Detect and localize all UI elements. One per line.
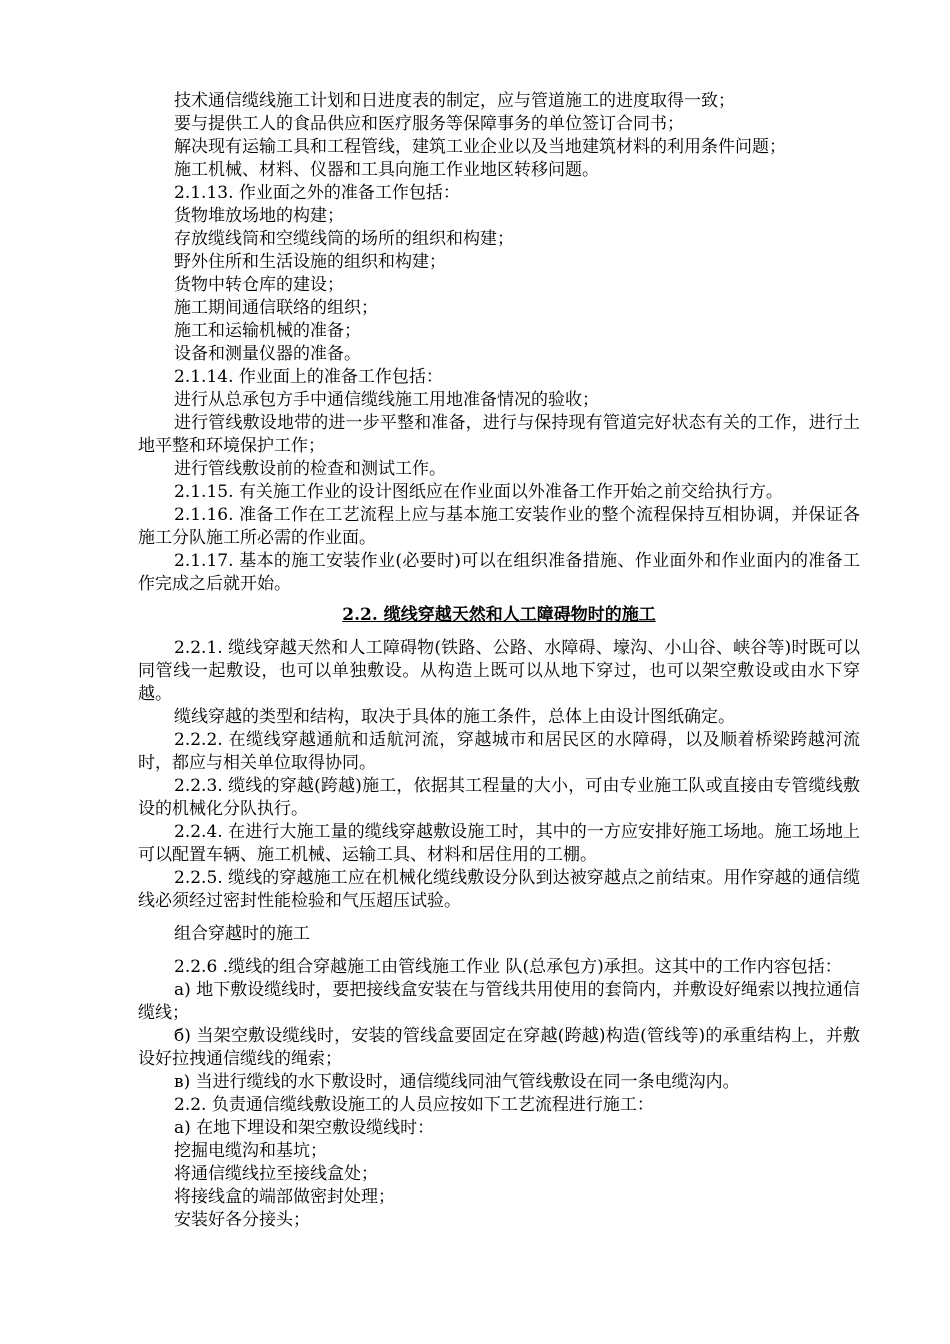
paragraph: 2.1.16. 准备工作在工艺流程上应与基本施工安装作业的整个流程保持互相协调，并保证各施工分队施工所必需的作业面。 <box>138 505 860 548</box>
paragraph: 施工机械、材料、仪器和工具向施工作业地区转移问题。 <box>174 160 599 180</box>
paragraph: 将接线盒的端部做密封处理； <box>174 1187 395 1207</box>
paragraph: 2.2.5. 缆线的穿越施工应在机械化缆线敷设分队到达被穿越点之前结束。用作穿越的通信缆线必须经过密封性能检验和气压超压试验。 <box>138 868 860 911</box>
paragraph: 2.1.15. 有关施工作业的设计图纸应在作业面以外准备工作开始之前交给执行方。 <box>174 482 783 502</box>
paragraph: а) 在地下埋设和架空敷设缆线时： <box>174 1118 435 1138</box>
paragraph: 2.2.3. 缆线的穿越(跨越)施工，依据其工程量的大小，可由专业施工队或直接由专管缆线敷设的机械化分队执行。 <box>138 776 860 819</box>
paragraph: 2.2.4. 在进行大施工量的缆线穿越敷设施工时，其中的一方应安排好施工场地。施工场地上可以配置车辆、施工机械、运输工具、材料和居住用的工棚。 <box>138 822 860 865</box>
paragraph: а) 地下敷设缆线时，要把接线盒安装在与管线共用使用的套筒内，并敷设好绳索以拽拉通信缆线； <box>138 980 860 1023</box>
paragraph: 挖掘电缆沟和基坑； <box>174 1141 327 1161</box>
section-heading: 2.2. 缆线穿越天然和人工障碍物时的施工 <box>342 605 656 625</box>
paragraph: 2.2.6 .缆线的组合穿越施工由管线施工作业 队(总承包方)承担。这其中的工作内容包括： <box>174 957 842 977</box>
paragraph: 2.2.1. 缆线穿越天然和人工障碍物(铁路、公路、水障碍、壕沟、小山谷、峡谷等)时既可以同管线一起敷设，也可以单独敷设。从构造上既可以从地下穿过，也可以架空敷设或由水下穿越。 <box>138 638 860 704</box>
subheading: 组合穿越时的施工 <box>174 924 310 944</box>
paragraph: 存放缆线筒和空缆线筒的场所的组织和构建； <box>174 229 514 249</box>
paragraph: 施工和运输机械的准备； <box>174 321 361 341</box>
paragraph: 安装好各分接头； <box>174 1210 310 1230</box>
paragraph: в) 当进行缆线的水下敷设时，通信缆线同油气管线敷设在同一条电缆沟内。 <box>174 1072 740 1092</box>
paragraph: 2.2. 负责通信缆线敷设施工的人员应按如下工艺流程进行施工： <box>174 1095 654 1115</box>
paragraph: 解决现有运输工具和工程管线，建筑工业企业以及当地建筑材料的利用条件问题； <box>174 137 786 157</box>
paragraph: 野外住所和生活设施的组织和构建； <box>174 252 446 272</box>
paragraph: 货物中转仓库的建设； <box>174 275 344 295</box>
paragraph: 要与提供工人的食品供应和医疗服务等保障事务的单位签订合同书； <box>174 114 684 134</box>
paragraph: 施工期间通信联络的组织； <box>174 298 378 318</box>
paragraph: б) 当架空敷设缆线时，安装的管线盒要固定在穿越(跨越)构造(管线等)的承重结构上，并敷设好拉拽通信缆线的绳索； <box>138 1026 860 1069</box>
paragraph: 2.1.13. 作业面之外的准备工作包括： <box>174 183 460 203</box>
paragraph: 2.1.14. 作业面上的准备工作包括： <box>174 367 443 387</box>
paragraph: 货物堆放场地的构建； <box>174 206 344 226</box>
paragraph: 进行管线敷设地带的进一步平整和准备，进行与保持现有管道完好状态有关的工作，进行土地平整和环境保护工作； <box>138 413 860 456</box>
paragraph: 进行管线敷设前的检查和测试工作。 <box>174 459 446 479</box>
paragraph: 2.1.17. 基本的施工安装作业(必要时)可以在组织准备措施、作业面外和作业面内的准备工作完成之后就开始。 <box>138 551 860 594</box>
paragraph: 进行从总承包方手中通信缆线施工用地准备情况的验收； <box>174 390 599 410</box>
paragraph: 将通信缆线拉至接线盒处； <box>174 1164 378 1184</box>
paragraph: 技术通信缆线施工计划和日进度表的制定，应与管道施工的进度取得一致； <box>174 91 735 111</box>
paragraph: 2.2.2. 在缆线穿越通航和适航河流，穿越城市和居民区的水障碍，以及顺着桥梁跨越河流时，都应与相关单位取得协同。 <box>138 730 860 773</box>
paragraph: 设备和测量仪器的准备。 <box>174 344 361 364</box>
document-page <box>138 90 860 1232</box>
paragraph: 缆线穿越的类型和结构，取决于具体的施工条件，总体上由设计图纸确定。 <box>174 707 735 727</box>
